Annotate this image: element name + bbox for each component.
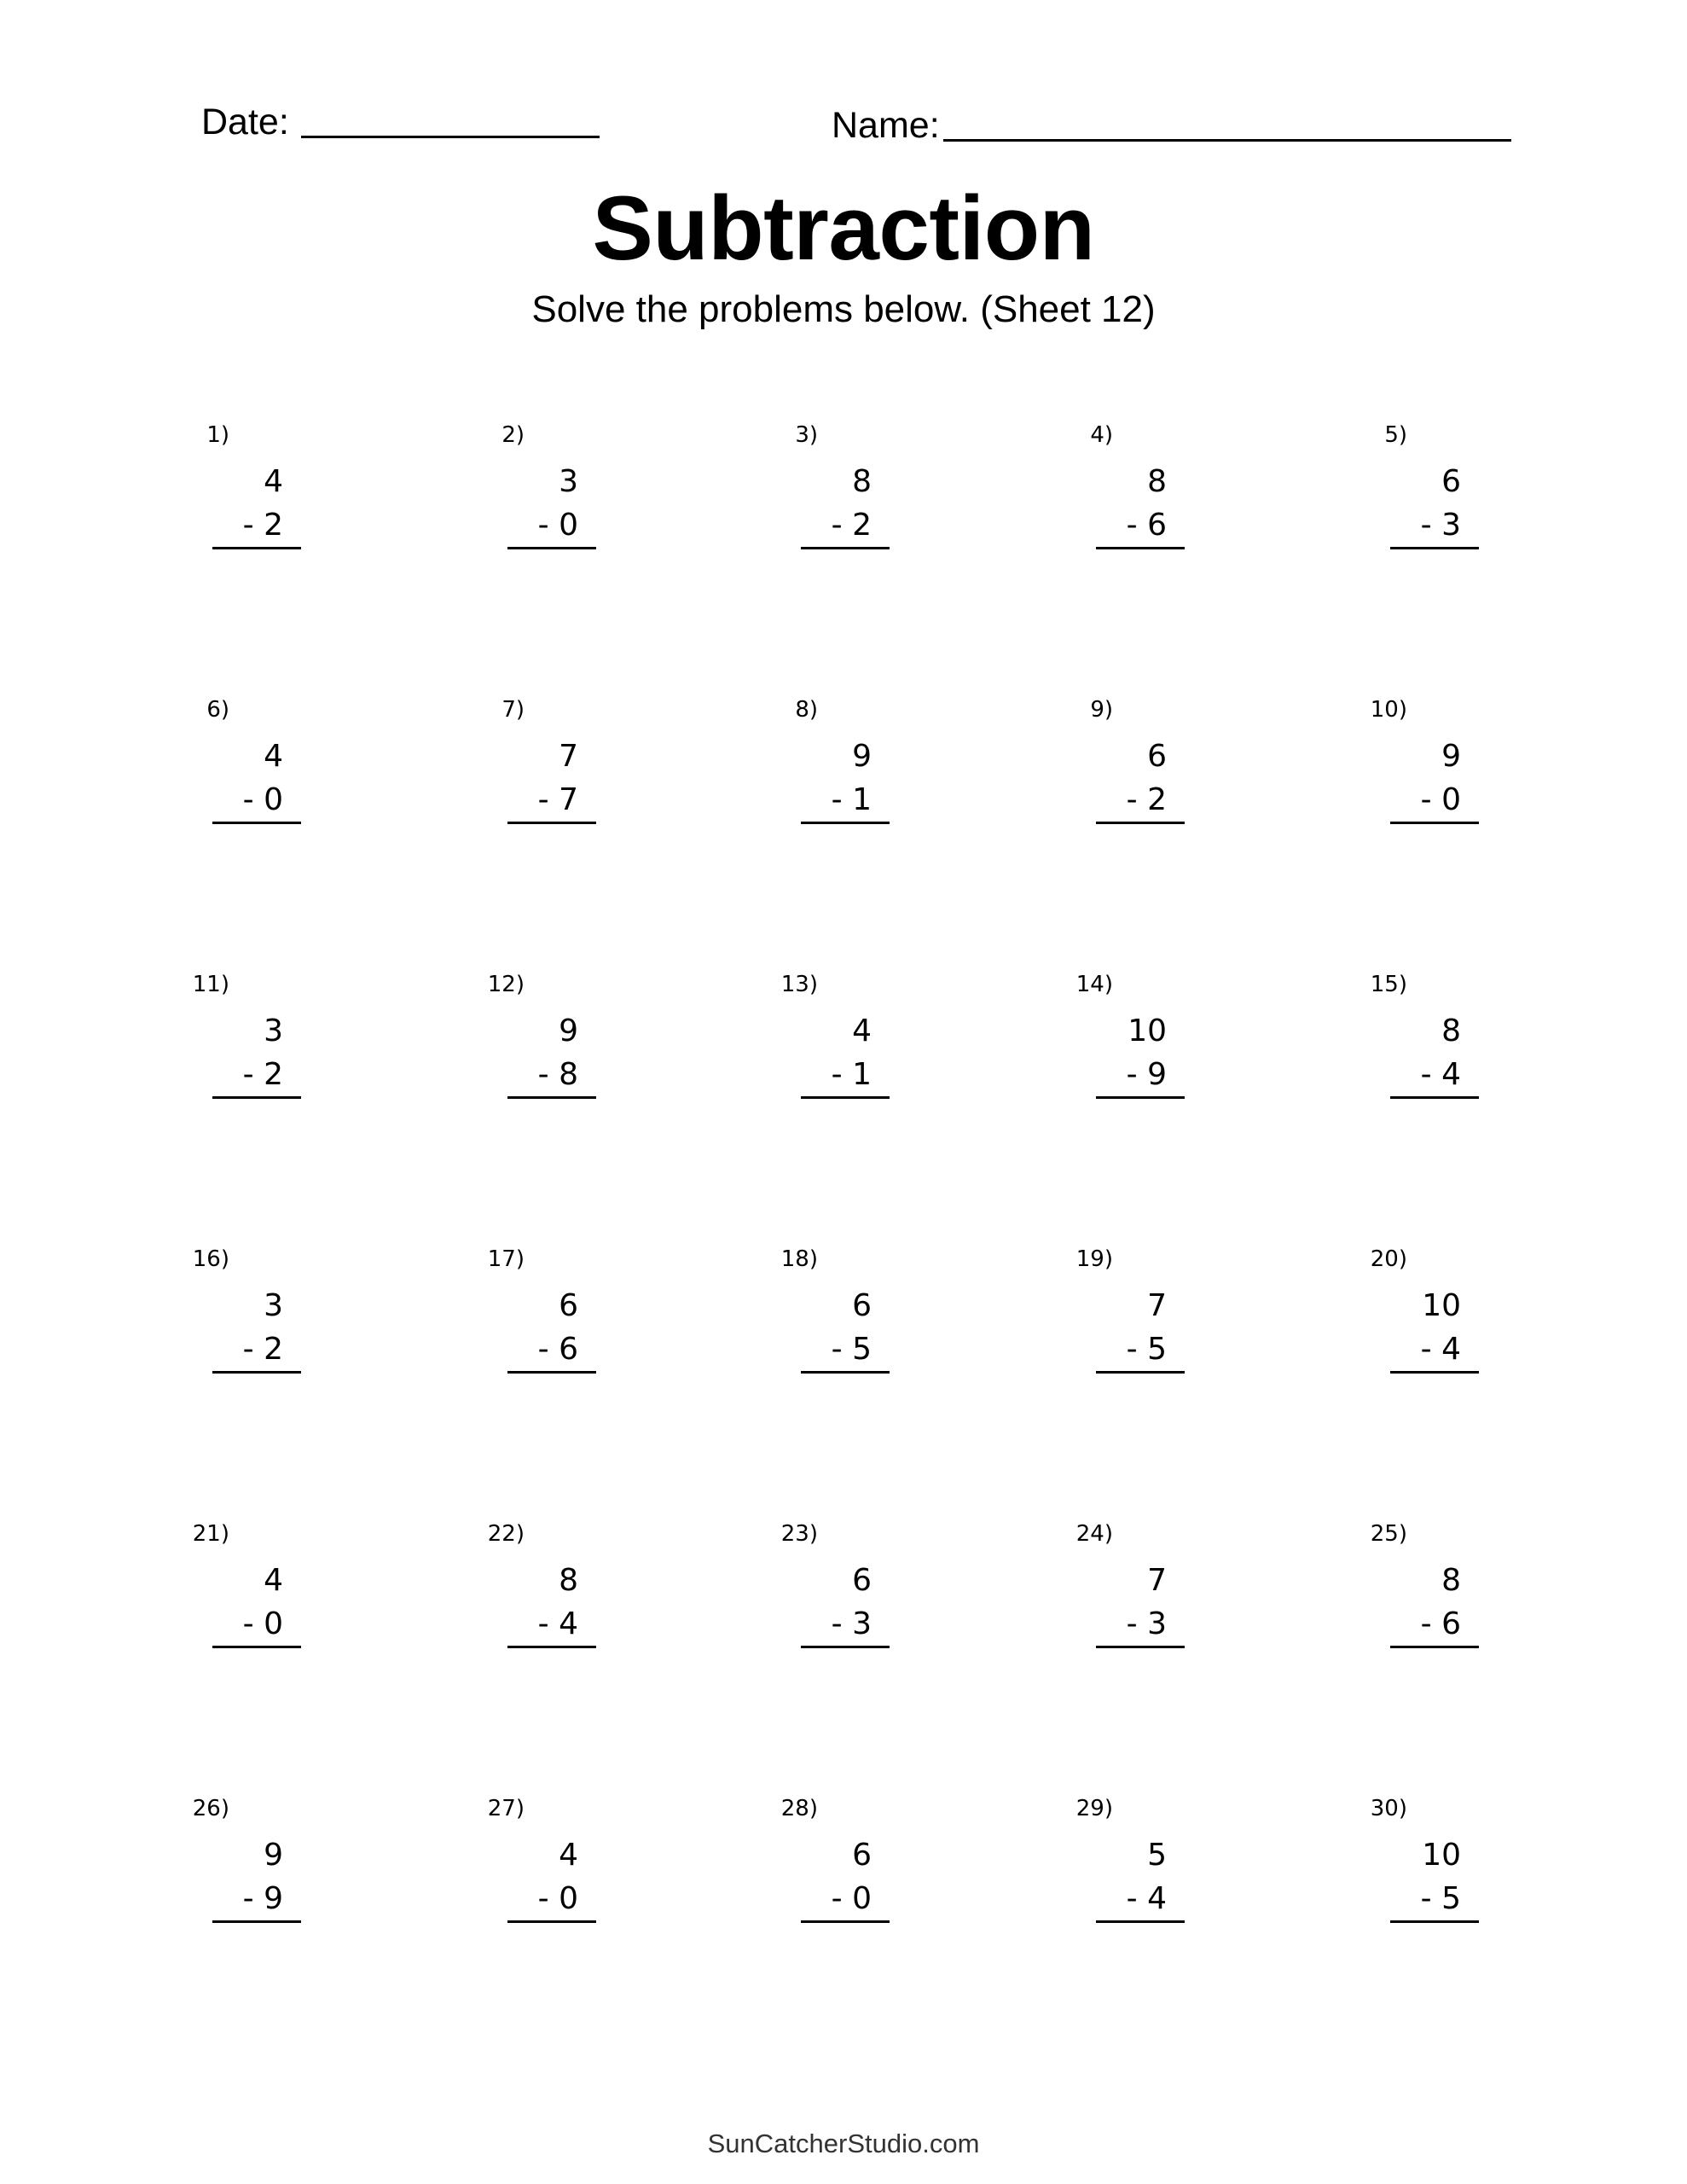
answer-line[interactable]: [1390, 1096, 1479, 1099]
problem-number: 25): [1370, 1521, 1407, 1547]
problem-19: [1075, 1246, 1190, 1385]
subtrahend: - 4: [537, 1606, 578, 1641]
problem-number: 24): [1075, 1521, 1113, 1547]
answer-line[interactable]: [1096, 1096, 1185, 1099]
minuend: 6: [852, 1288, 872, 1323]
answer-line[interactable]: [1390, 822, 1479, 824]
minuend: 9: [559, 1014, 578, 1048]
subtrahend: - 0: [831, 1881, 872, 1916]
minuend: 3: [264, 1014, 283, 1048]
answer-line[interactable]: [507, 1920, 596, 1923]
problem-number: 5): [1384, 422, 1407, 448]
problem-21: [192, 1521, 306, 1659]
problem-number: 8): [795, 697, 818, 723]
answer-line[interactable]: [212, 1646, 301, 1648]
problem-20: [1370, 1246, 1484, 1385]
answer-line[interactable]: [1390, 1371, 1479, 1374]
minuend: 7: [1147, 1563, 1167, 1598]
subtrahend: - 5: [1420, 1881, 1461, 1916]
subtrahend: - 5: [831, 1332, 872, 1367]
subtrahend: - 7: [537, 782, 578, 817]
problem-29: [1075, 1796, 1190, 1934]
problem-6: [195, 699, 306, 835]
answer-line[interactable]: [1096, 547, 1185, 549]
answer-line[interactable]: [801, 1920, 890, 1923]
problem-14: [1075, 972, 1190, 1110]
subtrahend: - 3: [1420, 508, 1461, 543]
subtrahend: - 1: [831, 1057, 872, 1092]
minuend: 10: [1422, 1288, 1461, 1323]
minuend: 8: [559, 1563, 578, 1598]
minuend: 8: [1441, 1563, 1461, 1598]
problem-number: 21): [192, 1521, 229, 1547]
problem-number: 12): [487, 972, 525, 997]
problem-9: [1079, 699, 1190, 835]
page-title: Subtraction: [592, 177, 1095, 279]
problem-number: 14): [1075, 972, 1113, 997]
answer-line[interactable]: [1390, 1646, 1479, 1648]
problem-26: [192, 1796, 306, 1934]
minuend: 7: [559, 739, 578, 774]
answer-line[interactable]: [801, 547, 890, 549]
minuend: 8: [1147, 464, 1167, 499]
problem-22: [487, 1521, 601, 1659]
answer-line[interactable]: [801, 1371, 890, 1374]
subtrahend: - 6: [537, 1332, 578, 1367]
subtrahend: - 3: [831, 1606, 872, 1641]
minuend: 8: [1441, 1014, 1461, 1048]
answer-line[interactable]: [507, 1646, 596, 1648]
problem-15: [1370, 972, 1484, 1110]
minuend: 6: [559, 1288, 578, 1323]
minuend: 3: [264, 1288, 283, 1323]
problem-5: [1373, 424, 1484, 561]
problem-number: 1): [206, 422, 229, 448]
problem-16: [192, 1246, 306, 1385]
problem-23: [780, 1521, 895, 1659]
problem-number: 16): [192, 1246, 229, 1272]
problem-number: 29): [1075, 1796, 1113, 1821]
problem-1: [195, 424, 306, 561]
answer-line[interactable]: [212, 822, 301, 824]
problem-7: [490, 699, 601, 835]
subtrahend: - 5: [1126, 1332, 1167, 1367]
answer-line[interactable]: [212, 1371, 301, 1374]
minuend: 10: [1422, 1838, 1461, 1873]
problem-18: [780, 1246, 895, 1385]
answer-line[interactable]: [801, 1646, 890, 1648]
problem-number: 27): [487, 1796, 525, 1821]
instructions: Solve the problems below. (Sheet 12): [531, 288, 1156, 330]
minuend: 6: [1441, 464, 1461, 499]
subtrahend: - 2: [242, 508, 283, 543]
problem-12: [487, 972, 601, 1110]
problem-number: 13): [780, 972, 818, 997]
problem-number: 26): [192, 1796, 229, 1821]
subtrahend: - 8: [537, 1057, 578, 1092]
answer-line[interactable]: [1096, 822, 1185, 824]
minuend: 9: [852, 739, 872, 774]
footer-site-credit: SunCatcherStudio.com: [707, 2129, 980, 2158]
answer-line[interactable]: [212, 547, 301, 549]
problem-3: [784, 424, 895, 561]
answer-line[interactable]: [507, 1371, 596, 1374]
problem-number: 19): [1075, 1246, 1113, 1272]
subtrahend: - 0: [1420, 782, 1461, 817]
problem-8: [784, 699, 895, 835]
minuend: 6: [1147, 739, 1167, 774]
answer-line[interactable]: [212, 1920, 301, 1923]
problem-number: 7): [501, 697, 525, 723]
problem-number: 30): [1370, 1796, 1407, 1821]
subtrahend: - 0: [537, 1881, 578, 1916]
subtrahend: - 2: [831, 508, 872, 543]
problem-number: 23): [780, 1521, 818, 1547]
subtrahend: - 1: [831, 782, 872, 817]
subtrahend: - 9: [242, 1881, 283, 1916]
subtrahend: - 6: [1126, 508, 1167, 543]
subtrahend: - 4: [1126, 1881, 1167, 1916]
minuend: 6: [852, 1838, 872, 1873]
problem-13: [780, 972, 895, 1110]
problem-27: [487, 1796, 601, 1934]
answer-line[interactable]: [1096, 1920, 1185, 1923]
answer-line[interactable]: [801, 822, 890, 824]
problem-4: [1079, 424, 1190, 561]
problem-24: [1075, 1521, 1190, 1659]
answer-line[interactable]: [1096, 1371, 1185, 1374]
subtrahend: - 2: [242, 1057, 283, 1092]
subtrahend: - 2: [242, 1332, 283, 1367]
problem-number: 6): [206, 697, 229, 723]
problem-30: [1370, 1796, 1484, 1934]
date-label: Date:: [201, 102, 289, 142]
minuend: 4: [559, 1838, 578, 1873]
problem-number: 4): [1090, 422, 1113, 448]
minuend: 3: [559, 464, 578, 499]
subtrahend: - 4: [1420, 1057, 1461, 1092]
answer-line[interactable]: [1390, 547, 1479, 549]
problem-number: 10): [1370, 697, 1407, 723]
answer-line[interactable]: [507, 822, 596, 824]
problem-25: [1370, 1521, 1484, 1659]
problem-number: 2): [501, 422, 525, 448]
problem-number: 15): [1370, 972, 1407, 997]
name-label: Name:: [832, 105, 940, 146]
problem-2: [490, 424, 601, 561]
minuend: 6: [852, 1563, 872, 1598]
subtrahend: - 0: [537, 508, 578, 543]
problem-28: [780, 1796, 895, 1934]
minuend: 7: [1147, 1288, 1167, 1323]
minuend: 4: [264, 739, 283, 774]
minuend: 4: [852, 1014, 872, 1048]
problem-number: 17): [487, 1246, 525, 1272]
problem-number: 11): [192, 972, 229, 997]
minuend: 10: [1128, 1014, 1167, 1048]
problem-number: 28): [780, 1796, 818, 1821]
minuend: 4: [264, 1563, 283, 1598]
answer-line[interactable]: [1096, 1646, 1185, 1648]
problem-17: [487, 1246, 601, 1385]
problem-number: 9): [1090, 697, 1113, 723]
minuend: 5: [1147, 1838, 1167, 1873]
problem-10: [1370, 697, 1484, 835]
subtrahend: - 9: [1126, 1057, 1167, 1092]
minuend: 4: [264, 464, 283, 499]
answer-line[interactable]: [1390, 1920, 1479, 1923]
subtrahend: - 2: [1126, 782, 1167, 817]
problem-number: 20): [1370, 1246, 1407, 1272]
subtrahend: - 6: [1420, 1606, 1461, 1641]
problem-11: [192, 972, 306, 1110]
subtrahend: - 0: [242, 782, 283, 817]
minuend: 9: [1441, 739, 1461, 774]
subtrahend: - 4: [1420, 1332, 1461, 1367]
subtrahend: - 0: [242, 1606, 283, 1641]
problem-number: 22): [487, 1521, 525, 1547]
problem-number: 3): [795, 422, 818, 448]
minuend: 9: [264, 1838, 283, 1873]
answer-line[interactable]: [507, 547, 596, 549]
answer-line[interactable]: [801, 1096, 890, 1099]
minuend: 8: [852, 464, 872, 499]
subtrahend: - 3: [1126, 1606, 1167, 1641]
answer-line[interactable]: [507, 1096, 596, 1099]
answer-line[interactable]: [212, 1096, 301, 1099]
problem-number: 18): [780, 1246, 818, 1272]
